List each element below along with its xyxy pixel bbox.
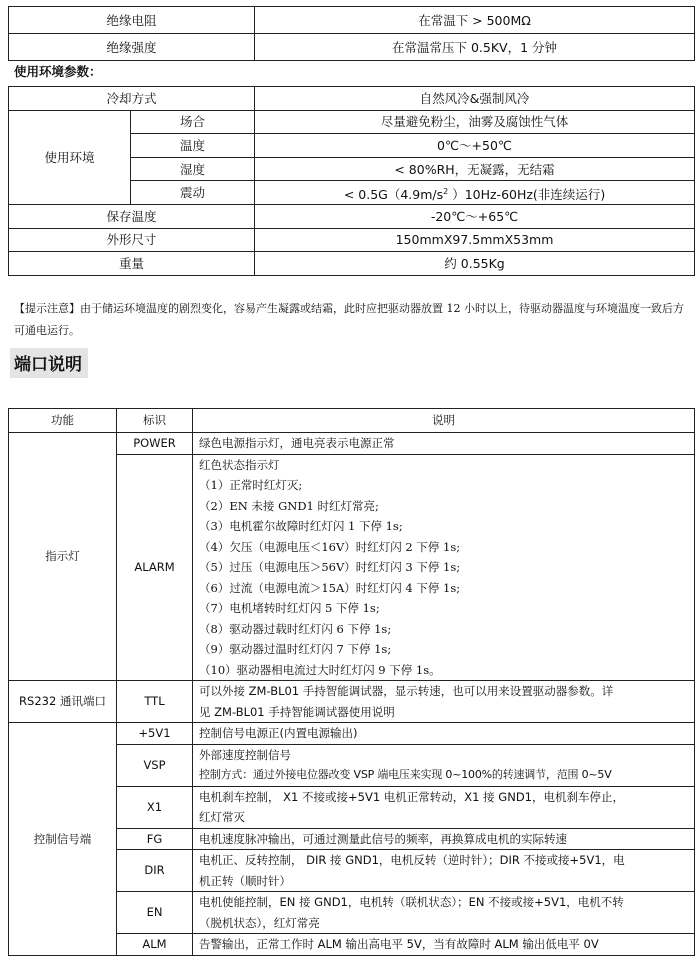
ttl-line: 见 ZM-BL01 手持智能调试器使用说明: [199, 704, 395, 719]
table-row: [9, 7, 695, 34]
signal-description: [193, 723, 695, 745]
power-description: 绿色电源指示灯，通电亮表示电源正常: [193, 433, 695, 455]
ttl-tag: TTL: [117, 681, 193, 723]
notice-paragraph: 【提示注意】由于储运环境温度的剧烈变化，容易产生凝露或结霜，此时应把驱动器放置 12 小时以上，待驱动器温度与环境温度一致后方可通电运行。: [14, 302, 684, 337]
usage-humidity-label: 湿度: [131, 157, 255, 181]
dimensions-label: 外形尺寸: [9, 228, 255, 252]
cooling-value: 自然风冷&强制风冷: [255, 87, 695, 111]
vibration-text-pre: < 0.5G（4.9m/s: [343, 186, 444, 202]
alarm-line: （9）驱动器过温时红灯闪 7 下停 1s;: [199, 642, 392, 656]
alarm-line: （1）正常时红灯灭;: [199, 478, 303, 492]
insulation-strength-label: 绝缘强度: [9, 34, 255, 61]
table-row: [9, 228, 695, 252]
header-tag: 标识: [117, 409, 193, 433]
alarm-line: （4）欠压（电源电压＜16V）时红灯闪 2 下停 1s;: [199, 539, 461, 554]
insulation-resistance-label: 绝缘电阻: [9, 7, 255, 34]
signal-tag: FG: [117, 828, 193, 850]
usage-vibration-label: 震动: [131, 181, 255, 205]
signal-line: 电机正、反转控制， DIR 接 GND1，电机反转（逆时针）；DIR 不接或接+5V1，电: [199, 853, 625, 867]
table-header-row: [9, 409, 695, 433]
alarm-line: （2）EN 未接 GND1 时红灯常亮;: [199, 498, 379, 513]
signal-line: 红灯常灭: [199, 810, 245, 824]
table-row: [9, 34, 695, 61]
dimensions-value: 150mmX97.5mmX53mm: [255, 228, 695, 252]
signal-description: [193, 828, 695, 850]
alarm-line: （8）驱动器过载时红灯闪 6 下停 1s;: [199, 621, 392, 636]
signal-description: [193, 850, 695, 892]
insulation-table: [8, 6, 695, 61]
weight-label: 重量: [9, 252, 255, 276]
signal-tag: DIR: [117, 850, 193, 892]
alarm-description: [193, 454, 695, 681]
usage-env-label: 使用环境: [9, 110, 131, 204]
table-row: [9, 87, 695, 111]
usage-place-label: 场合: [131, 110, 255, 134]
env-section-title: 使用环境参数：: [14, 64, 102, 79]
signal-tag: +5V1: [117, 723, 193, 745]
table-row: [9, 723, 695, 745]
usage-temp-value: 0℃～+50℃: [255, 134, 695, 158]
power-tag: POWER: [117, 433, 193, 455]
signal-tag: X1: [117, 786, 193, 828]
signal-tag: EN: [117, 892, 193, 934]
usage-place-value: 尽量避免粉尘，油雾及腐蚀性气体: [255, 110, 695, 134]
signal-line: （脱机状态），红灯常亮: [199, 915, 320, 930]
vibration-text-post: ）10Hz-60Hz(非连续运行): [448, 186, 606, 202]
alarm-tag: ALARM: [117, 454, 193, 681]
signal-description: [193, 892, 695, 934]
alarm-line: （7）电机堵转时红灯闪 5 下停 1s;: [199, 601, 380, 615]
usage-humidity-value: < 80%RH，无凝露，无结霜: [255, 157, 695, 181]
signal-line: 电机速度脉冲输出，可通过测量此信号的频率，再换算成电机的实际转速: [199, 831, 567, 846]
table-row: [9, 433, 695, 455]
signal-line: 控制方式：通过外接电位器改变 VSP 端电压来实现 0~100%的转速调节，范围 0~5V: [199, 768, 612, 781]
signal-line: 机正转（顺时针）: [199, 873, 291, 888]
alarm-line: 红色状态指示灯: [199, 457, 280, 472]
signal-tag: ALM: [117, 934, 193, 956]
signal-description: [193, 786, 695, 828]
signal-line: 告警输出，正常工作时 ALM 输出高电平 5V，当有故障时 ALM 输出低电平 0V: [199, 937, 599, 951]
alarm-line: （5）过压（电源电压＞56V）时红灯闪 3 下停 1s;: [199, 560, 461, 574]
usage-temp-label: 温度: [131, 134, 255, 158]
table-row: [9, 252, 695, 276]
ttl-description: [193, 681, 695, 723]
environment-table: [8, 86, 695, 276]
signal-line: 控制信号电源正(内置电源输出): [199, 726, 358, 740]
table-row: [9, 204, 695, 228]
weight-value: 约 0.55Kg: [255, 252, 695, 276]
port-section-title: 端口说明: [10, 348, 88, 378]
alarm-line: （6）过流（电源电流＞15A）时红灯闪 4 下停 1s;: [199, 580, 461, 595]
insulation-resistance-value: 在常温下 > 500MΩ: [255, 7, 695, 34]
signal-line: 电机刹车控制， X1 不接或接+5V1 电机正常转动，X1 接 GND1，电机刹车停止，: [199, 789, 624, 804]
signal-line: 电机使能控制，EN 接 GND1，电机转（联机状态）；EN 不接或接+5V1，电机不转: [199, 895, 624, 909]
rs232-function: RS232 通讯端口: [9, 681, 117, 723]
vibration-superscript: 2: [443, 186, 449, 196]
indicator-function: 指示灯: [9, 433, 117, 681]
table-row: [9, 110, 695, 134]
signal-line: 外部速度控制信号: [199, 747, 291, 762]
insulation-strength-value: 在常温常压下 0.5KV，1 分钟: [255, 34, 695, 61]
storage-temp-label: 保存温度: [9, 204, 255, 228]
signal-tag: VSP: [117, 744, 193, 786]
storage-temp-value: -20℃～+65℃: [255, 204, 695, 228]
signal-description: [193, 934, 695, 956]
signal-description: [193, 744, 695, 786]
port-table: [8, 408, 695, 956]
alarm-line: （10）驱动器相电流过大时红灯闪 9 下停 1s。: [199, 662, 441, 677]
ttl-line: 可以外接 ZM-BL01 手持智能调试器，显示转速，也可以用来设置驱动器参数。详: [199, 684, 614, 698]
table-row: [9, 681, 695, 723]
usage-vibration-value: [255, 181, 695, 205]
control-function: 控制信号端: [9, 723, 117, 956]
header-function: 功能: [9, 409, 117, 433]
header-description: 说明: [193, 409, 695, 433]
cooling-label: 冷却方式: [9, 87, 255, 111]
alarm-line: （3）电机霍尔故障时红灯闪 1 下停 1s;: [199, 519, 403, 533]
